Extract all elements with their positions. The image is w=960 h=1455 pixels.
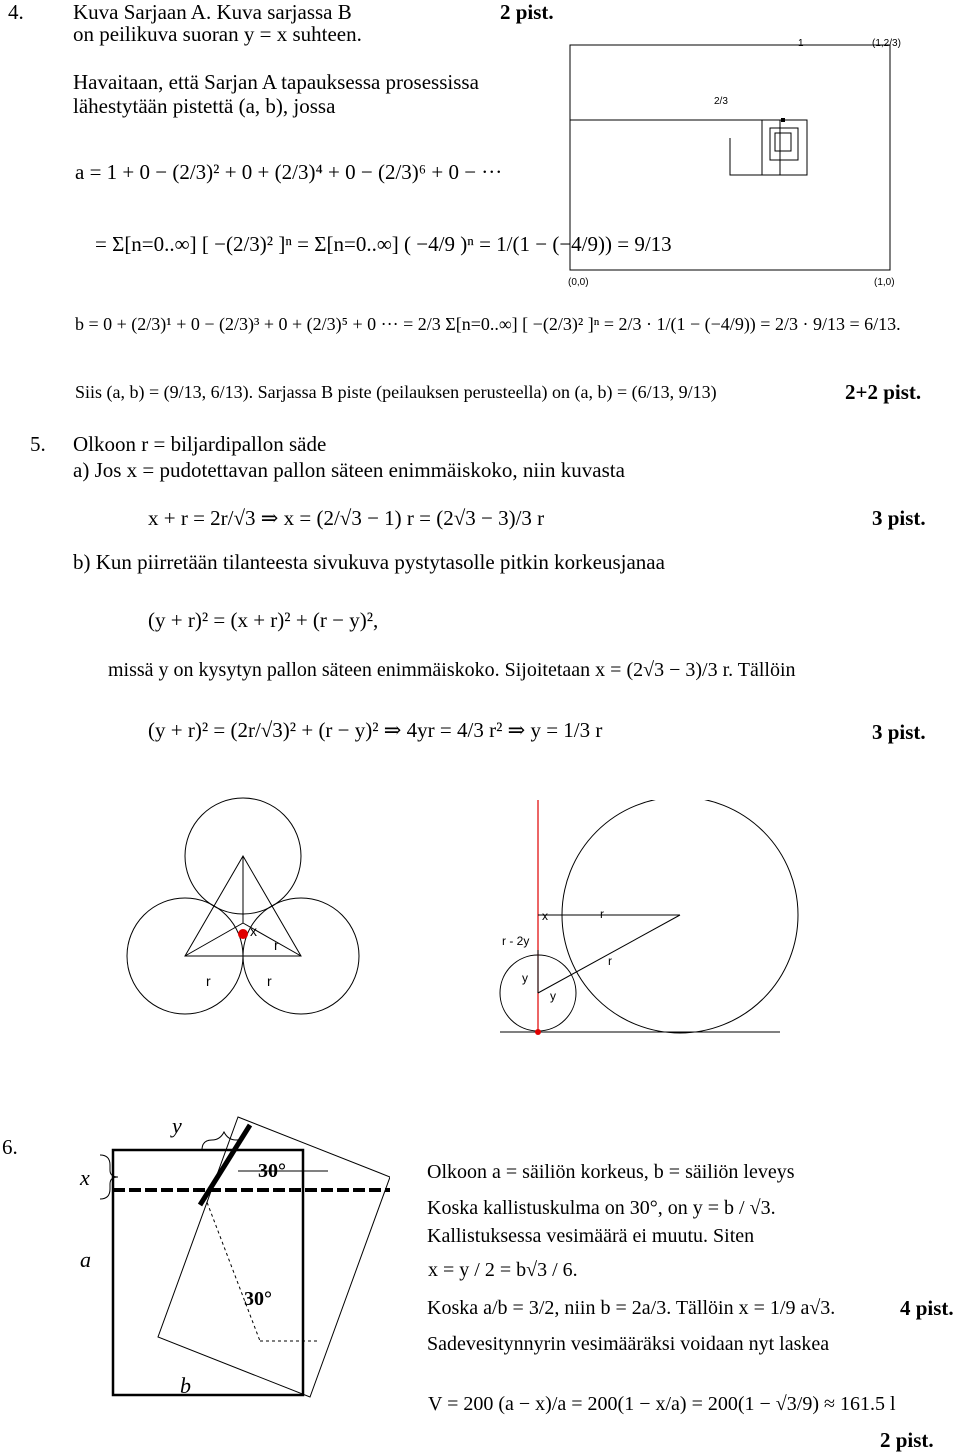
problem-5-intro: Olkoon r = biljardipallon säde <box>73 432 327 456</box>
problem-6-line2: Koska kallistuskulma on 30°, on y = b / √3. <box>427 1197 776 1219</box>
problem-6-line5: Koska a/b = 3/2, niin b = 2a/3. Tällöin x = 1/9 a√3. <box>427 1297 836 1319</box>
left-fig-r2: r <box>206 973 211 989</box>
problem-6-number: 6. <box>2 1135 18 1159</box>
tank-label-a: a <box>80 1247 91 1272</box>
problem-4-points-conclusion: 2+2 pist. <box>845 380 922 404</box>
figure-origin-label: (0,0) <box>568 277 589 288</box>
problem-5-part-b: b) Kun piirretään tilanteesta sivukuva pystytasolle pitkin korkeusjanaa <box>73 550 665 574</box>
equation-a-line1: a = 1 + 0 − (2/3)² + 0 + (2/3)⁴ + 0 − (2/3)⁶ + 0 − ··· <box>75 160 503 184</box>
right-fig-y1: y <box>522 971 528 985</box>
tank-angle-bottom: 30° <box>244 1288 272 1310</box>
problem-5-part-a: a) Jos x = pudotettavan pallon säteen enimmäiskoko, niin kuvasta <box>73 458 625 482</box>
left-fig-r1: r <box>274 937 279 953</box>
figure-corner-label: (1,2/3) <box>872 38 901 49</box>
problem-4-conclusion: Siis (a, b) = (9/13, 6/13). Sarjassa B piste (peilauksen perusteella) on (a, b) = (6/13, 9/13) <box>75 382 717 402</box>
problem-5-equation-b1: (y + r)² = (x + r)² + (r − y)², <box>148 608 379 632</box>
right-fig-r-top: r <box>600 907 604 921</box>
problem-5-points-b: 3 pist. <box>872 720 926 744</box>
side-view-figure <box>470 800 800 1040</box>
tank-label-y: y <box>172 1113 182 1138</box>
tank-angle-top: 30° <box>258 1160 286 1182</box>
right-fig-x: x <box>542 909 548 923</box>
figure-y-tick: 2/3 <box>714 96 728 107</box>
problem-4-intro-line1: Kuva Sarjaan A. Kuva sarjassa B <box>73 0 352 24</box>
figure-right-label: (1,0) <box>874 277 895 288</box>
problem-5-equation-b2: (y + r)² = (2r/√3)² + (r − y)² ⇒ 4yr = 4/3 r² ⇒ y = 1/3 r <box>148 718 603 742</box>
problem-6-line3: Kallistuksessa vesimäärä ei muutu. Siten <box>427 1225 755 1247</box>
problem-4-observation-line1: Havaitaan, että Sarjan A tapauksessa prosessissa <box>73 70 479 94</box>
problem-5-substitution: missä y on kysytyn pallon säteen enimmäiskoko. Sijoitetaan x = (2√3 − 3)/3 r. Tällöin <box>108 659 796 681</box>
problem-6-points-final: 2 pist. <box>880 1428 934 1452</box>
problem-6-points-line5: 4 pist. <box>900 1296 954 1320</box>
problem-4-points-top: 2 pist. <box>500 0 554 24</box>
three-balls-figure <box>110 778 380 1028</box>
left-fig-r3: r <box>267 973 272 989</box>
problem-4-intro-line2: on peilikuva suoran y = x suhteen. <box>73 22 362 46</box>
problem-4-observation-line2: lähestytään pistettä (a, b), jossa <box>73 94 336 118</box>
problem-6-line4: x = y / 2 = b√3 / 6. <box>428 1259 578 1281</box>
right-fig-y2: y <box>550 989 556 1003</box>
problem-5-points-a: 3 pist. <box>872 506 926 530</box>
tank-label-x: x <box>80 1165 90 1190</box>
problem-5-equation-a: x + r = 2r/√3 ⇒ x = (2/√3 − 1) r = (2√3 − 3)/3 r <box>148 506 545 530</box>
small-ball-marker <box>238 929 248 939</box>
problem-4-number: 4. <box>8 0 24 24</box>
figure-x-tick: 1 <box>798 38 804 49</box>
problem-6-line7: V = 200 (a − x)/a = 200(1 − x/a) = 200(1 − √3/9) ≈ 161.5 l <box>428 1393 896 1415</box>
right-fig-r-2y: r - 2y <box>502 934 530 948</box>
tilted-tank-figure <box>60 1105 390 1405</box>
right-fig-r-mid: r <box>608 954 612 968</box>
left-fig-x: x <box>250 923 257 939</box>
tank-label-b: b <box>180 1373 191 1398</box>
equation-a-line2: = Σ[n=0..∞] [ −(2/3)² ]ⁿ = Σ[n=0..∞] ( −4/9 )ⁿ = 1/(1 − (−4/9)) = 9/13 <box>95 232 672 256</box>
problem-6-line6: Sadevesitynnyrin vesimääräksi voidaan nyt laskea <box>427 1333 830 1355</box>
equation-b: b = 0 + (2/3)¹ + 0 − (2/3)³ + 0 + (2/3)⁵ + 0 ··· = 2/3 Σ[n=0..∞] [ −(2/3)² ]ⁿ = 2/3 · 1/(1 − (−4/9)) = 2/3 · 9/13 = 6/13. <box>75 314 901 334</box>
problem-5-number: 5. <box>30 432 46 456</box>
problem-6-line1: Olkoon a = säiliön korkeus, b = säiliön leveys <box>427 1161 795 1183</box>
